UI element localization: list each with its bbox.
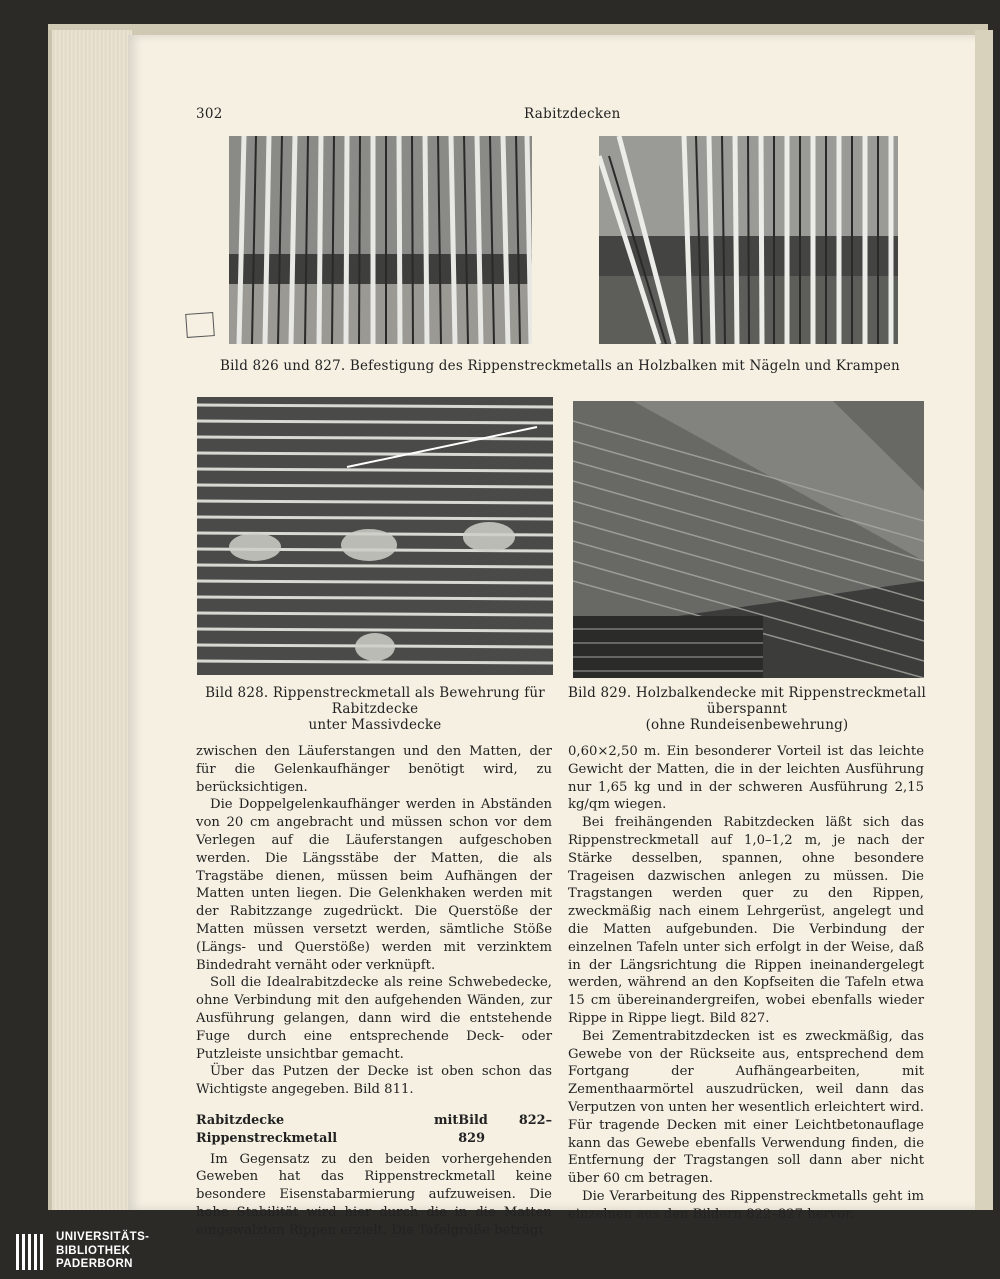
paragraph: zwischen den Läuferstangen und den Matten, der für die Gelenkaufhänger benötigt wird, zu berücksichtigen. — [196, 744, 552, 795]
photo-bild-826 — [229, 136, 532, 344]
caption-828-line2: unter Massivdecke — [308, 717, 442, 733]
paragraph: Bei freihängenden Rabitzdecken läßt sich das Rippenstreckmetall auf 1,0–1,2 m, je nach der Stärke desselben, spannen, ohne besondere Trageisen dazwischen anlegen zu müssen. Die Tragstangen werden quer zu den Rippen, zweckmäßig nach einem Lehrgerüst, angelegt und die Matten aufgebunden. Die Verbindung der einzelnen Tafeln unter sich erfolgt in der Weise, daß in der Längsrichtung die Rippen ineinandergelegt werden, während an den Kopfseiten die Tafeln etwa 15 cm übereinandergreifen, wobei ebenfalls wieder Rippe in Rippe liegt. Bild 827. — [568, 815, 924, 1026]
pencil-mark-box — [185, 312, 215, 338]
right-text-column — [568, 743, 924, 1224]
paragraph: 0,60×2,50 m. Ein besonderer Vorteil ist das leichte Gewicht der Matten, die in der leichten Ausführung nur 1,65 kg und in der schweren Ausführung 2,15 kg/qm wiegen. — [568, 744, 924, 813]
page-number: 302 — [196, 106, 223, 122]
library-logo-icon — [14, 1232, 48, 1272]
photo-826-image — [229, 136, 532, 344]
logo-line: PADERBORN — [56, 1258, 133, 1270]
section-heading — [196, 1112, 552, 1148]
book-cover-right — [975, 30, 993, 1210]
photo-827-image — [599, 136, 898, 344]
library-logo — [14, 1230, 154, 1276]
caption-bild-828 — [190, 685, 560, 733]
paragraph: Die Doppelgelenkaufhänger werden in Abständen von 20 cm angebracht und müssen schon vor dem Verlegen auf die Läuferstangen aufgeschoben werden. Die Längsstäbe der Matten, die als Tragstäbe dienen, müssen beim Aufhängen der Matten unten liegen. Die Gelenkhaken werden mit der Rabitzzange zugedrückt. Die Querstöße der Matten müssen versetzt werden, sämtliche Stöße (Längs- und Querstöße) werden mit verzinktem Bindedraht vernäht oder verknüpft. — [196, 797, 552, 973]
caption-bild-826-827: Bild 826 und 827. Befestigung des Rippenstreckmetalls an Holzbalken mit Nägeln und Krampen — [220, 358, 900, 374]
caption-829-line2: (ohne Rundeisenbewehrung) — [645, 717, 849, 733]
page-stack-edge — [48, 30, 132, 1210]
paragraph: Über das Putzen der Decke ist oben schon das Wichtigste angegeben. Bild 811. — [196, 1064, 552, 1098]
caption-bild-829 — [566, 685, 928, 733]
paragraph: Die Verarbeitung des Rippenstreckmetalls geht im einzelnen aus den Bildern 822–827 hervor. — [568, 1188, 924, 1222]
photo-bild-829 — [573, 401, 924, 678]
photo-828-image — [197, 397, 553, 675]
library-logo-text — [56, 1231, 149, 1272]
paragraph: Soll die Idealrabitzdecke als reine Schwebedecke, ohne Verbindung mit den aufgehenden Wänden, zur Ausführung gelangen, dann wird die entstehende Fuge durch eine entsprechende Deck- oder Putzleiste unsichtbar gemacht. — [196, 975, 552, 1062]
caption-829-line1: Bild 829. Holzbalkendecke mit Rippenstreckmetall überspannt — [567, 685, 927, 717]
logo-line: UNIVERSITÄTS- — [56, 1231, 150, 1243]
photo-bild-827 — [599, 136, 898, 344]
photo-829-image — [573, 401, 924, 678]
section-heading-figref: Bild 822–829 — [458, 1112, 552, 1146]
running-title: Rabitzdecken — [524, 106, 621, 122]
paragraph: Im Gegensatz zu den beiden vorhergehenden Geweben hat das Rippenstreckmetall keine besondere Eisenstabarmierung aufzuweisen. Die hohe Stabilität wird hier durch die in die Matten eingewalzten Rippen erzielt. Die Tafelgröße beträgt — [196, 1151, 552, 1238]
logo-line: BIBLIOTHEK — [56, 1244, 131, 1257]
paragraph: Bei Zementrabitzdecken ist es zweckmäßig, das Gewebe von der Rückseite aus, entsprechend dem Fortgang der Aufhängearbeiten, mit Zementhaarmörtel auszudrücken, weil dann das Verputzen von unten her wesentlich erleichtert wird. Für tragende Decken mit einer Leichtbetonauflage kann das Gewebe ebenfalls Verwendung finden, die Entfernung der Tragstangen soll dann aber nicht über 60 cm betragen. — [568, 1028, 924, 1187]
caption-828-line1: Bild 828. Rippenstreckmetall als Bewehrung für Rabitzdecke — [205, 685, 545, 717]
photo-bild-828 — [197, 397, 553, 675]
left-text-column — [196, 743, 552, 1240]
section-heading-title: Rabitzdecke mit Rippenstreckmetall — [196, 1112, 459, 1146]
